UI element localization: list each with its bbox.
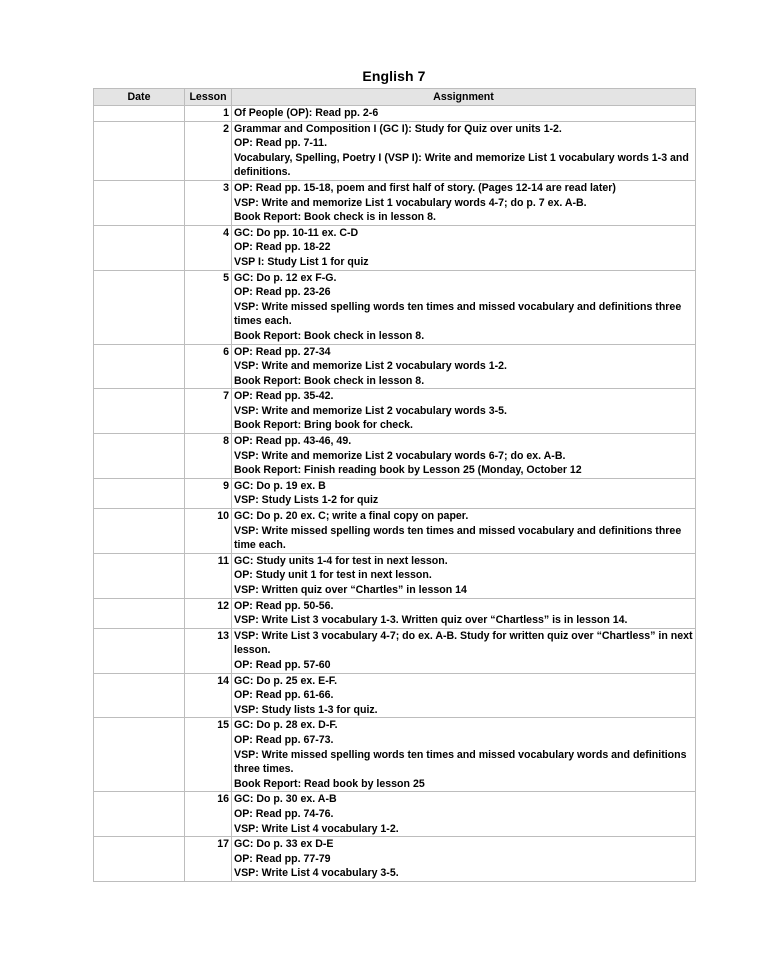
assignment-line: OP: Study unit 1 for test in next lesson. (234, 569, 432, 582)
assignment-line: VSP: Write List 3 vocabulary 1-3. Written quiz over “Chartless” is in lesson 14. (234, 614, 628, 627)
date-cell (94, 270, 185, 344)
table-row (94, 270, 696, 344)
lesson-number-cell: 1 (185, 106, 232, 122)
date-cell (94, 389, 185, 434)
date-cell (94, 344, 185, 389)
assignment-line: VSP: Write and memorize List 2 vocabulary words 3-5. (234, 404, 507, 417)
table-row (94, 598, 696, 628)
column-header-assignment: Assignment (232, 89, 696, 106)
table-row (94, 344, 696, 389)
assignment-line: Grammar and Composition I (GC I): Study for Quiz over units 1-2. (234, 122, 562, 135)
assignment-cell (232, 509, 696, 554)
assignment-line: VSP: Write List 4 vocabulary 1-2. (234, 822, 399, 835)
page-title: English 7 (362, 68, 426, 84)
assignment-cell (232, 837, 696, 882)
date-cell (94, 180, 185, 225)
lesson-number-cell: 11 (185, 553, 232, 598)
lesson-number-cell: 5 (185, 270, 232, 344)
assignment-line: VSP: Study lists 1-3 for quiz. (234, 703, 378, 716)
assignment-line: VSP: Written quiz over “Chartles” in lesson 14 (234, 584, 467, 596)
assignment-line: OP: Read pp. 18-22 (234, 241, 331, 254)
assignment-line: OP: Read pp. 43-46, 49. (234, 435, 352, 448)
assignment-line: VSP: Write List 3 vocabulary 4-7; do ex. A-B. Study for written quiz over “Chartless” in next lesson. (234, 629, 693, 657)
lesson-number-cell: 10 (185, 509, 232, 554)
assignment-line: GC: Do pp. 10-11 ex. C-D (234, 226, 359, 239)
column-header-date: Date (94, 89, 185, 106)
lesson-number-cell: 14 (185, 673, 232, 718)
assignment-line: VSP: Write and memorize List 2 vocabulary words 6-7; do ex. A-B. (234, 449, 566, 462)
lesson-number-cell: 17 (185, 837, 232, 882)
date-cell (94, 673, 185, 718)
assignment-line: VSP I: Study List 1 for quiz (234, 255, 369, 268)
assignment-line: VSP: Study Lists 1-2 for quiz (234, 494, 379, 507)
assignment-cell (232, 598, 696, 628)
assignment-line: OP: Read pp. 15-18, poem and first half of story. (Pages 12-14 are read later) (234, 181, 616, 194)
assignment-line: GC: Study units 1-4 for test in next lesson. (234, 554, 448, 567)
table-row (94, 121, 696, 180)
assignment-line: OP: Read pp. 74-76. (234, 807, 334, 820)
date-cell (94, 121, 185, 180)
date-cell (94, 553, 185, 598)
assignment-line: OP: Read pp. 50-56. (234, 599, 334, 612)
assignment-cell (232, 673, 696, 718)
assignment-cell (232, 478, 696, 508)
table-body (94, 106, 696, 882)
assignment-cell (232, 553, 696, 598)
assignment-line: GC: Do p. 12 ex F-G. (234, 271, 337, 284)
assignment-line: Of People (OP): Read pp. 2-6 (234, 107, 379, 119)
assignment-line: Book Report: Book check in lesson 8. (234, 329, 425, 342)
assignment-cell (232, 121, 696, 180)
table-row (94, 628, 696, 673)
assignment-cell (232, 628, 696, 673)
lesson-number-cell: 13 (185, 628, 232, 673)
date-cell (94, 837, 185, 882)
assignment-line: GC: Do p. 20 ex. C; write a final copy on paper. (234, 510, 469, 523)
assignment-line: Vocabulary, Spelling, Poetry I (VSP I): Write and memorize List 1 vocabulary words 1-3 and definitions. (234, 151, 689, 179)
assignment-line: Book Report: Bring book for check. (234, 419, 413, 432)
date-cell (94, 106, 185, 122)
table-row (94, 434, 696, 479)
date-cell (94, 509, 185, 554)
lesson-number-cell: 9 (185, 478, 232, 508)
assignment-line: VSP: Write missed spelling words ten times and missed vocabulary and definitions three time each. (234, 524, 682, 552)
table-row (94, 509, 696, 554)
assignment-line: Book Report: Read book by lesson 25 (234, 777, 425, 790)
table-row (94, 106, 696, 122)
assignment-line: OP: Read pp. 57-60 (234, 658, 331, 671)
assignment-cell (232, 434, 696, 479)
column-header-lesson: Lesson (185, 89, 232, 106)
assignment-line: OP: Read pp. 7-11. (234, 137, 328, 150)
table-row (94, 389, 696, 434)
lesson-number-cell: 6 (185, 344, 232, 389)
assignment-line: VSP: Write and memorize List 2 vocabulary words 1-2. (234, 360, 507, 373)
table-row (94, 673, 696, 718)
table-header-row (94, 89, 696, 106)
assignment-line: GC: Do p. 25 ex. E-F. (234, 674, 338, 687)
date-cell (94, 598, 185, 628)
assignment-line: OP: Read pp. 23-26 (234, 286, 331, 299)
assignment-cell (232, 270, 696, 344)
lesson-number-cell: 2 (185, 121, 232, 180)
date-cell (94, 225, 185, 270)
assignment-line: OP: Read pp. 35-42. (234, 390, 334, 403)
date-cell (94, 792, 185, 837)
assignment-cell (232, 225, 696, 270)
table-row (94, 792, 696, 837)
assignment-line: Book Report: Finish reading book by Lesson 25 (Monday, October 12 (234, 464, 582, 477)
assignment-line: GC: Do p. 28 ex. D-F. (234, 719, 338, 732)
assignment-line: OP: Read pp. 61-66. (234, 689, 334, 702)
assignment-cell (232, 344, 696, 389)
assignment-line: VSP: Write missed spelling words ten times and missed vocabulary words and definitions three times. (234, 748, 687, 776)
assignment-cell (232, 180, 696, 225)
date-cell (94, 628, 185, 673)
assignment-cell (232, 718, 696, 792)
table-row (94, 837, 696, 882)
assignment-cell (232, 792, 696, 837)
assignment-line: OP: Read pp. 77-79 (234, 852, 331, 865)
assignment-line: GC: Do p. 19 ex. B (234, 479, 326, 492)
assignment-line: GC: Do p. 33 ex D-E (234, 838, 334, 851)
table-row (94, 718, 696, 792)
assignment-table (93, 88, 696, 882)
assignment-line: Book Report: Book check is in lesson 8. (234, 211, 436, 224)
table-row (94, 180, 696, 225)
lesson-number-cell: 8 (185, 434, 232, 479)
assignment-line: VSP: Write missed spelling words ten times and missed vocabulary and definitions three times each. (234, 300, 682, 328)
lesson-number-cell: 4 (185, 225, 232, 270)
assignment-cell (232, 106, 696, 122)
assignment-line: GC: Do p. 30 ex. A-B (234, 793, 337, 806)
assignment-cell (232, 389, 696, 434)
table-row (94, 478, 696, 508)
date-cell (94, 478, 185, 508)
assignment-line: VSP: Write List 4 vocabulary 3-5. (234, 867, 399, 880)
date-cell (94, 434, 185, 479)
assignment-line: OP: Read pp. 27-34 (234, 345, 331, 358)
assignment-line: Book Report: Book check in lesson 8. (234, 374, 425, 387)
assignment-line: OP: Read pp. 67-73. (234, 733, 334, 746)
table-row (94, 553, 696, 598)
lesson-number-cell: 7 (185, 389, 232, 434)
lesson-number-cell: 15 (185, 718, 232, 792)
lesson-number-cell: 12 (185, 598, 232, 628)
lesson-number-cell: 16 (185, 792, 232, 837)
date-cell (94, 718, 185, 792)
lesson-number-cell: 3 (185, 180, 232, 225)
assignment-line: VSP: Write and memorize List 1 vocabulary words 4-7; do p. 7 ex. A-B. (234, 196, 587, 209)
table-row (94, 225, 696, 270)
